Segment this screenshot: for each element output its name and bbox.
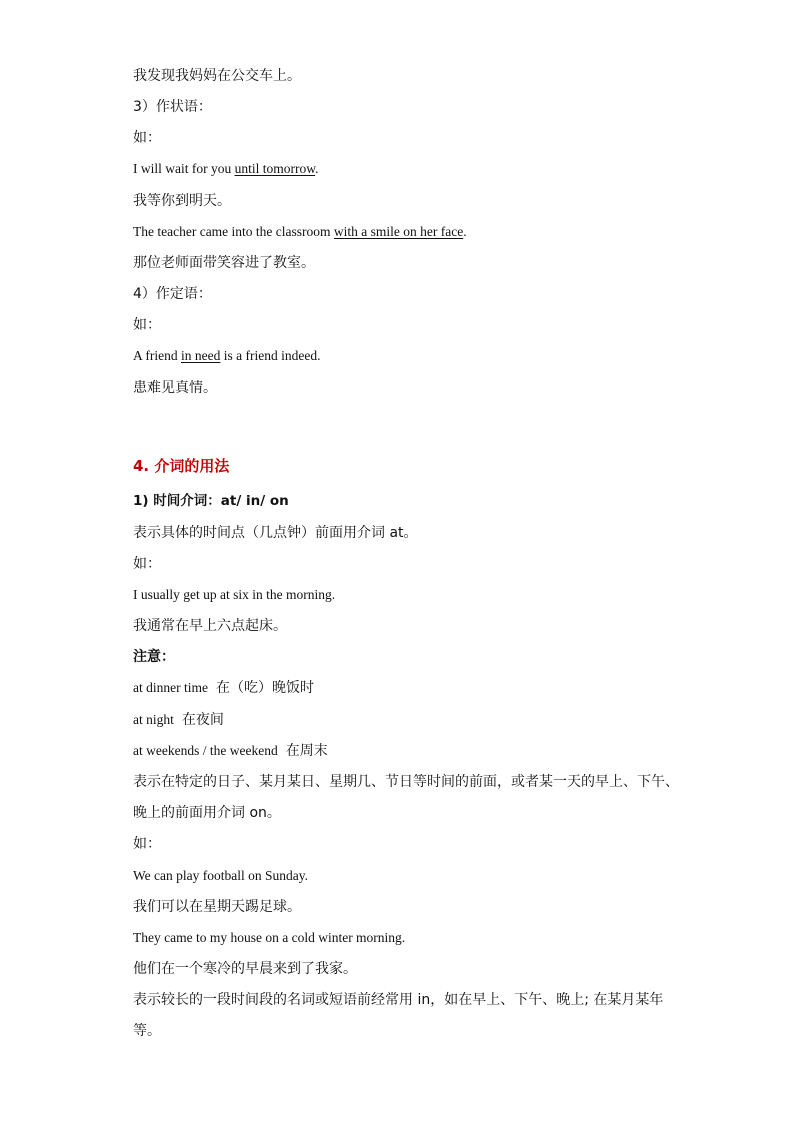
underlined-phrase: until tomorrow (234, 161, 316, 176)
note-item (133, 741, 328, 761)
example-sentence: They came to my house on a cold winter morning. (133, 930, 406, 945)
paragraph: 表示具体的时间点（几点钟）前面用介词 at。 (133, 525, 418, 541)
phrase-meaning: 在夜间 (181, 712, 224, 728)
sentence-part: is a friend indeed. (220, 348, 321, 363)
text-line: 我发现我妈妈在公交车上。 (133, 68, 301, 84)
translation: 我通常在早上六点起床。 (133, 618, 287, 634)
phrase-meaning: 在周末 (285, 743, 328, 759)
paragraph-line: 表示较长的一段时间段的名词或短语前经常用 in，如在早上、下午、晚上; 在某月某年 (133, 992, 664, 1008)
paragraph-line: 表示在特定的日子、某月某日、星期几、节日等时间的前面，或者某一天的早上、下午、 (133, 774, 679, 790)
underlined-phrase: in need (181, 348, 221, 363)
sentence-part: A friend (133, 348, 181, 363)
example-label: 如： (133, 130, 161, 146)
phrase: at dinner time (133, 680, 208, 695)
subsection-heading: 1) 时间介词：at/ in/ on (133, 493, 289, 509)
translation: 他们在一个寒冷的早晨来到了我家。 (133, 961, 357, 977)
note-item (133, 710, 224, 730)
example-sentence (133, 222, 467, 242)
paragraph-line: 等。 (133, 1023, 161, 1039)
example-sentence: I usually get up at six in the morning. (133, 587, 336, 602)
translation: 我等你到明天。 (133, 193, 231, 209)
example-label: 如： (133, 556, 161, 572)
list-label: 3）作状语： (133, 99, 212, 115)
underlined-phrase: with a smile on her face (333, 224, 464, 239)
translation: 那位老师面带笑容进了教室。 (133, 255, 315, 271)
sentence-part: The teacher came into the classroom (133, 224, 334, 239)
paragraph-line: 晚上的前面用介词 on。 (133, 805, 281, 821)
translation: 我们可以在星期天踢足球。 (133, 899, 301, 915)
phrase: at night (133, 712, 174, 727)
sentence-part: . (463, 224, 467, 239)
phrase-meaning: 在（吃）晚饭时 (215, 680, 314, 696)
translation: 患难见真情。 (133, 380, 217, 396)
phrase: at weekends / the weekend (133, 743, 278, 758)
example-label: 如： (133, 836, 161, 852)
section-heading: 4. 介词的用法 (133, 457, 230, 475)
example-sentence (133, 159, 318, 179)
example-sentence: We can play football on Sunday. (133, 868, 308, 883)
sentence-part: I will wait for you (133, 161, 235, 176)
note-label: 注意： (133, 649, 175, 665)
sentence-part: . (315, 161, 319, 176)
list-label: 4）作定语： (133, 286, 212, 302)
note-item (133, 678, 314, 698)
example-label: 如： (133, 317, 161, 333)
example-sentence (133, 346, 320, 366)
